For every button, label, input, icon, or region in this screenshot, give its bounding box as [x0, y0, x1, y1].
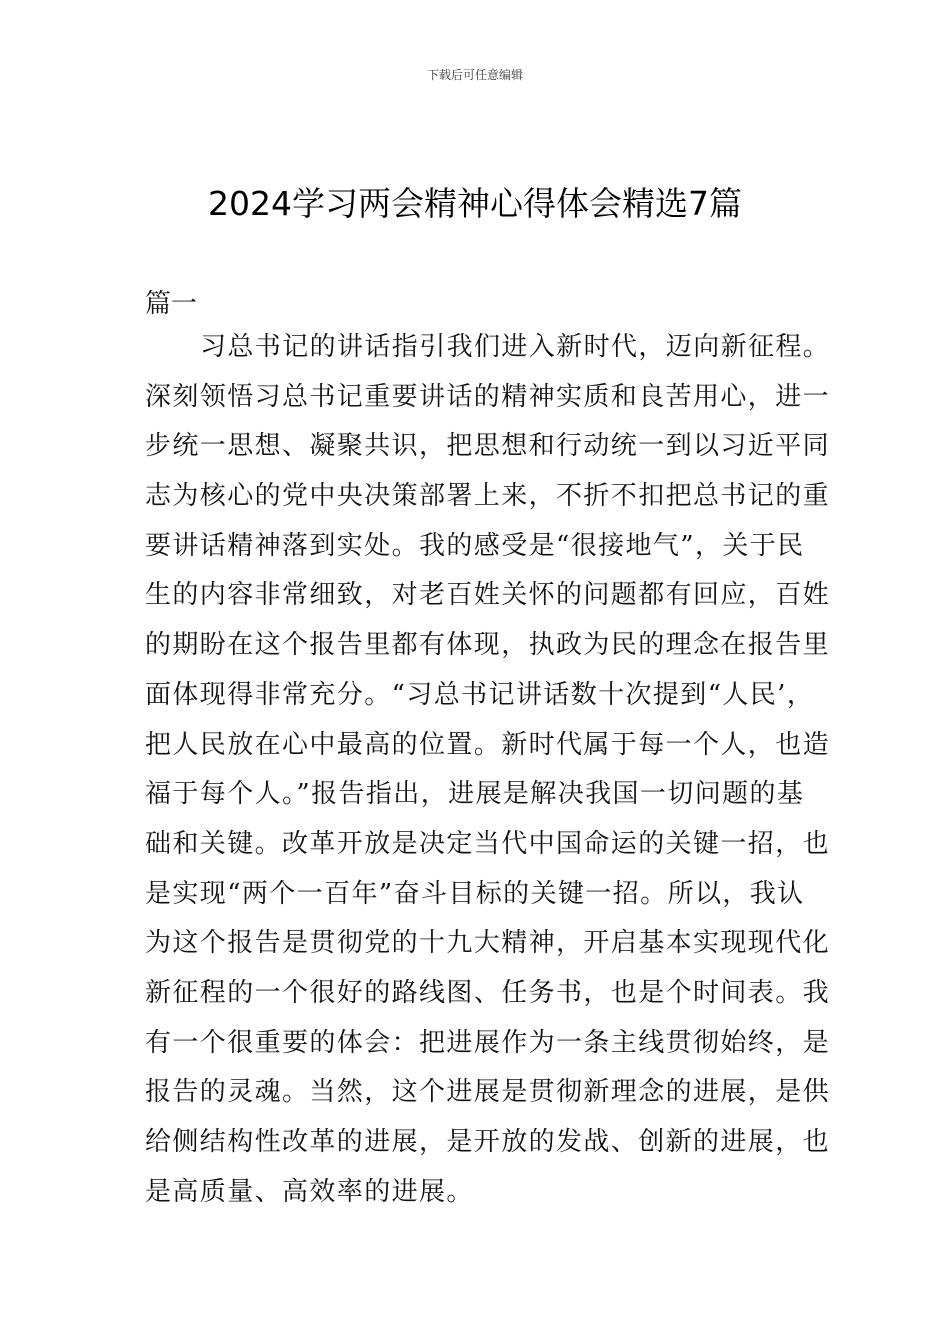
paragraph-line: 是高质量、高效率的进展。 [145, 1176, 474, 1207]
paragraph-line: 福于每个人。”报告指出，进展是解决我国一切问题的基 [145, 779, 805, 810]
paragraph [145, 330, 835, 1224]
paragraph-line: 志为核心的党中央决策部署上来，不折不扣把总书记的重 [145, 481, 831, 512]
paragraph-line: 步统一思想、凝聚共识，把思想和行动统一到以习近平同 [145, 431, 831, 462]
paragraph-line: 为这个报告是贯彻党的十九大精神，开启基本实现现代化 [145, 928, 831, 959]
section-label: 篇一 [145, 289, 198, 319]
paragraph-line: 深刻领悟习总书记重要讲话的精神实质和良苦用心，进一 [145, 381, 831, 412]
paragraph-line: 要讲话精神落到实处。我的感受是“很接地气”，关于民 [145, 530, 805, 561]
page-header: 下载后可任意编辑 [426, 68, 523, 82]
paragraph-line: 新征程的一个很好的路线图、任务书，也是个时间表。我 [145, 977, 831, 1008]
paragraph-line: 习总书记的讲话指引我们进入新时代，迈向新征程。 [200, 332, 831, 362]
paragraph-line: 有一个很重要的体会：把进展作为一条主线贯彻始终，是 [145, 1027, 831, 1058]
paragraph-line: 础和关键。改革开放是决定当代中国命运的关键一招，也 [145, 828, 831, 859]
document-title: 2024学习两会精神心得体会精选7篇 [208, 184, 742, 223]
paragraph-line: 生的内容非常细致，对老百姓关怀的问题都有回应，百姓 [145, 580, 831, 611]
paragraph-line: 是实现“两个一百年”奋斗目标的关键一招。所以，我认 [145, 878, 805, 909]
paragraph-line: 面体现得非常充分。“习总书记讲话数十次提到“人民’， [145, 679, 815, 710]
paragraph-line: 报告的灵魂。当然，这个进展是贯彻新理念的进展，是供 [145, 1077, 831, 1108]
paragraph-line: 把人民放在心中最高的位置。新时代属于每一个人，也造 [145, 729, 831, 760]
paragraph-line: 的期盼在这个报告里都有体现，执政为民的理念在报告里 [145, 630, 831, 661]
paragraph-line: 给侧结构性改革的进展，是开放的发战、创新的进展，也 [145, 1127, 831, 1157]
